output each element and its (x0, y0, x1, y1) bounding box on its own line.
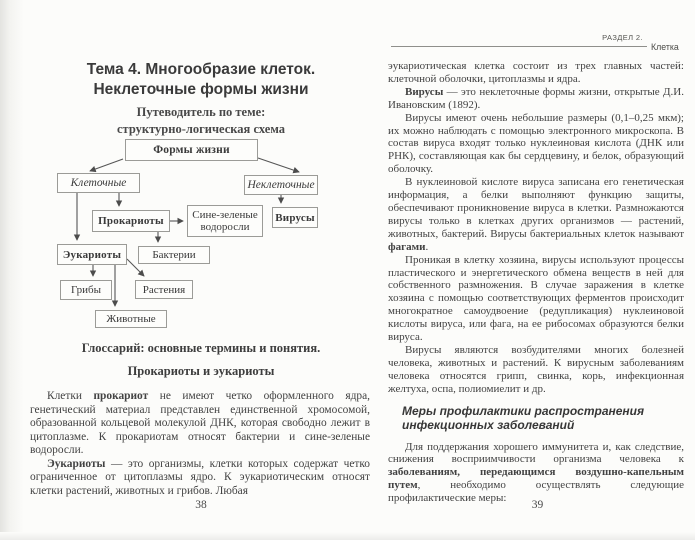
running-head-section: РАЗДЕЛ 2. (602, 33, 643, 42)
topic-title-line2: Неклеточные формы жизни (93, 81, 309, 98)
glossary-heading-line1: Глоссарий: основные термины и понятия. (81, 341, 321, 355)
diagram-node-cellular: Клеточные (57, 173, 140, 193)
diagram-node-eukaryotes: Эукариоты (57, 244, 127, 265)
body-paragraph: Для поддержания хорошего иммунитета и, как следствие, снижения восприимчивости организма человека к заболеваниям, передающимся воздушно-капельным путем, необходимо осуществлять следующие профилактические меры: (388, 440, 684, 505)
concept-map (40, 135, 370, 337)
diagram-node-animals: Животные (95, 310, 167, 328)
diagram-node-viruses: Вирусы (272, 207, 318, 228)
body-paragraph: В нуклеиновой кислоте вируса записана его генетическая информация, а белки выполняют функцию защиты, обеспечивают проникновение вируса в клетки. Размножаются вирусы только в клетках других организмов — растений, животных, бактерий. Вирусы бактериальных клеток называют фагами. (388, 176, 684, 253)
topic-title (26, 60, 376, 100)
page-number-right: 39 (531, 499, 544, 511)
left-page (26, 0, 376, 540)
body-paragraph: Клетки прокариот не имеют четко оформленного ядра, генетический материал представлен единственной хромосомой, образованной кольцевой молекулой ДНК, которая свободно лежит в цитоплазме. К прокариотам относят бактерии и сине-зеленые водоросли. (30, 390, 370, 456)
running-head-rule (391, 46, 647, 47)
body-paragraph: Эукариоты — это организмы, клетки которых содержат четко ограниченное от цитоплазмы ядро. К эукариотическим относят клетки растений, животных и грибов. Любая (30, 457, 370, 497)
diagram-node-noncellular: Неклеточные (244, 175, 318, 195)
diagram-node-plants: Растения (135, 280, 193, 299)
page-number-left: 38 (195, 499, 207, 511)
glossary-heading (26, 337, 376, 383)
section-subheading-line1: Меры профилактики распространения (402, 403, 645, 418)
diagram-node-forms-of-life: Формы жизни (125, 139, 258, 161)
diagram-node-bluegreen-algae: Сине-зеленые водоросли (187, 205, 263, 237)
diagram-node-prokaryotes: Прокариоты (92, 210, 170, 232)
running-head-chapter: Клетка (651, 42, 679, 52)
body-paragraph: Вирусы имеют очень небольшие размеры (0,1–0,25 мкм); их можно наблюдать с помощью электронного микроскопа. В состав вируса входят только нуклеиновая кислота (ДНК или РНК), составляющая как бы сердцевину, и белок, образующий оболочку. (388, 111, 684, 176)
topic-subtitle-line1: Путеводитель по теме: (136, 105, 266, 119)
diagram-node-fungi: Грибы (60, 280, 112, 300)
topic-title-line1: Тема 4. Многообразие клеток. (86, 61, 316, 78)
body-paragraph: Вирусы — это неклеточные формы жизни, открытые Д.И. Ивановским (1892). (388, 85, 684, 111)
right-body-text (388, 60, 684, 505)
topic-subtitle (26, 104, 376, 138)
section-subheading-line2: инфекционных заболеваний (402, 418, 575, 433)
body-paragraph: Проникая в клетку хозяина, вирусы используют процессы пластического и энергетического обмена веществ в ней для собственного размножения. В случае заражения в клетке хозяина с помощью соответствующих ферментов происходит многократное самоудвоение (редупликация) нуклеиновой кислоты вируса, или фага, на ее рибосомах образуются белки вируса. (388, 253, 684, 344)
right-page (380, 0, 695, 540)
scan-left-edge-shadow (0, 0, 24, 540)
body-paragraph: эукариотическая клетка состоит из трех главных частей: клеточной оболочки, цитоплазмы и ядра. (388, 60, 684, 85)
section-subheading (388, 404, 684, 433)
body-paragraph: Вирусы являются возбудителями многих болезней человека, животных и растений. К вирусным заболеваниям человека относятся грипп, свинка, корь, инфекционная желтуха, оспа, полиомиелит и др. (388, 343, 684, 395)
glossary-heading-line2: Прокариоты и эукариоты (127, 364, 275, 378)
topic-subtitle-line2: структурно-логическая схема (116, 122, 285, 136)
diagram-node-bacteria: Бактерии (138, 246, 210, 264)
left-body-text (30, 390, 370, 498)
